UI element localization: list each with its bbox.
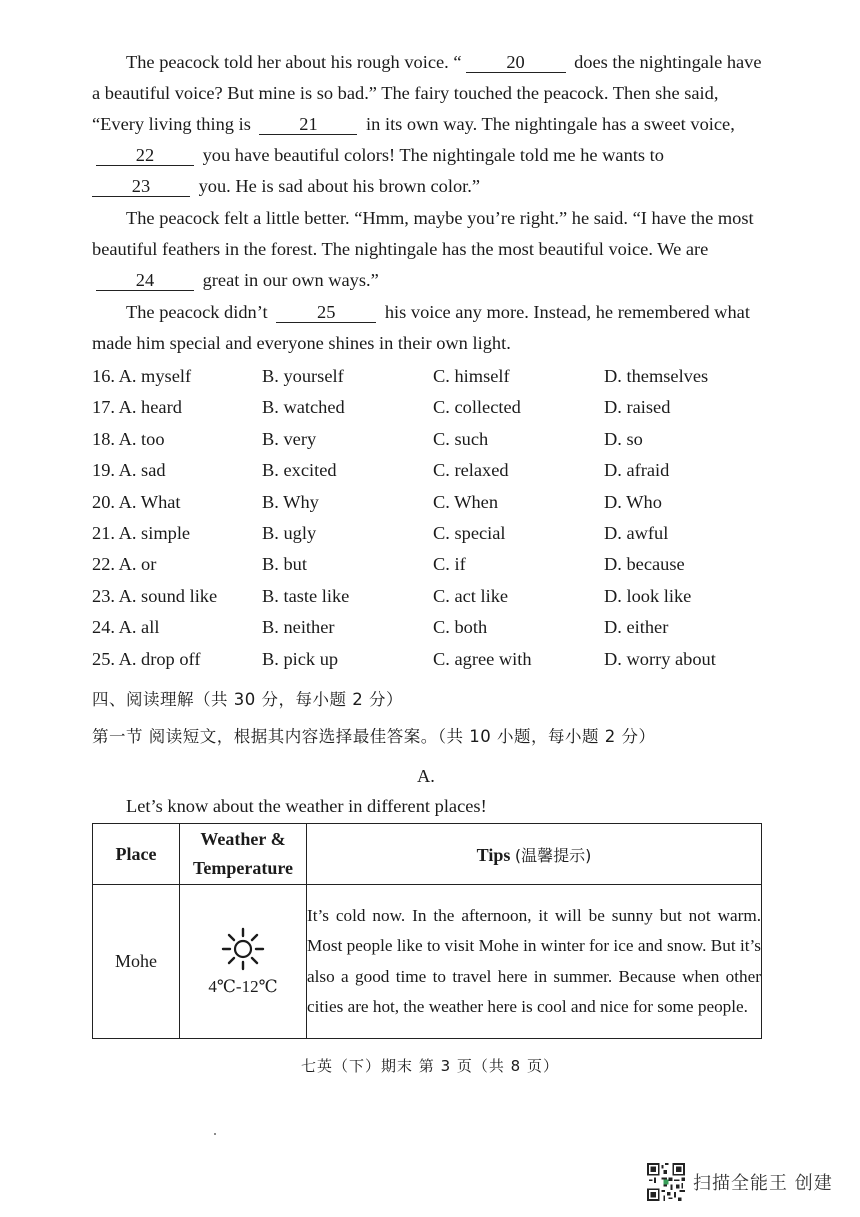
passage-paragraph-3 <box>92 297 766 359</box>
passage-text: The peacock told her about his rough voice. “ <box>126 52 462 72</box>
header-place: Place <box>93 824 180 885</box>
blank-23: 23 <box>92 176 190 197</box>
passage-text: you have beautiful colors! The nightingale told me he wants to <box>198 145 664 165</box>
option-row-17 <box>92 392 772 423</box>
option: 22. A. or <box>92 554 157 575</box>
table-row <box>93 885 762 1039</box>
option: B. yourself <box>262 366 344 386</box>
option: B. pick up <box>262 648 339 669</box>
weather-table <box>92 823 762 1039</box>
option: D. because <box>604 554 685 575</box>
temperature-range: 4℃-12℃ <box>208 976 278 996</box>
scanner-watermark <box>647 1163 833 1201</box>
scanner-label: 扫描全能王 创建 <box>693 1173 833 1194</box>
option: D. so <box>604 428 643 449</box>
option: C. act like <box>433 585 509 606</box>
blank-24: 24 <box>96 270 194 291</box>
option: B. Why <box>262 491 319 512</box>
passage-paragraph-1 <box>92 47 766 202</box>
passage-text: great in our own ways.” <box>198 270 379 290</box>
option: C. if <box>433 554 466 575</box>
option: 25. A. drop off <box>92 648 201 669</box>
option: B. but <box>262 554 307 575</box>
option: 24. A. all <box>92 617 160 638</box>
option: 17. A. heard <box>92 397 182 418</box>
blank-25: 25 <box>276 302 376 323</box>
option: C. agree with <box>433 648 532 669</box>
scan-speck <box>214 1133 216 1135</box>
passage-text: you. He is sad about his brown color.” <box>194 176 481 196</box>
option: 21. A. simple <box>92 522 191 543</box>
blank-20: 20 <box>466 52 566 73</box>
option: C. collected <box>433 397 521 418</box>
header-temperature-line: Temperature <box>193 858 293 878</box>
option-row-20 <box>92 487 772 518</box>
option: D. worry about <box>604 648 716 669</box>
sun-icon <box>221 927 265 971</box>
option: 20. A. What <box>92 491 181 512</box>
section-instructions: 第一节 阅读短文，根据其内容选择最佳答案。（共 10 小题，每小题 2 分） <box>92 727 656 746</box>
option: B. neither <box>262 617 335 638</box>
option: D. Who <box>604 491 662 512</box>
option-row-25 <box>92 644 772 675</box>
option-row-23 <box>92 581 772 612</box>
passage-text: his voice any more. Instead, he remembered what made him special and everyone shines in their own light. <box>92 302 750 353</box>
option-row-18 <box>92 424 772 455</box>
answer-options <box>92 361 772 675</box>
qr-code-icon <box>647 1163 685 1201</box>
weather-cell <box>180 885 307 1039</box>
header-tips-chinese: (温馨提示) <box>514 845 592 865</box>
option: 18. A. too <box>92 428 165 449</box>
option: D. themselves <box>604 366 709 386</box>
passage-paragraph-2 <box>92 203 766 296</box>
page-footer: 七英（下）期末 第 3 页（共 8 页） <box>301 1057 559 1075</box>
option-row-22 <box>92 549 772 580</box>
option-row-21 <box>92 518 772 549</box>
option: D. awful <box>604 522 669 543</box>
option-row-16 <box>92 361 772 392</box>
passage-text: does the nightingale have a beautiful voice? But mine is so bad.” The fairy touched the peacock. Then she said, “Every living thing is <box>92 52 762 134</box>
place-cell: Mohe <box>93 885 180 1039</box>
option: D. afraid <box>604 460 670 481</box>
passage-text: in its own way. The nightingale has a sweet voice, <box>361 114 735 134</box>
header-weather-line: Weather & <box>200 829 286 849</box>
option: C. special <box>433 522 506 543</box>
option: D. raised <box>604 397 671 418</box>
section-heading: 四、阅读理解（共 30 分，每小题 2 分） <box>92 690 403 709</box>
blank-21: 21 <box>259 114 357 135</box>
option: B. ugly <box>262 522 317 543</box>
option: C. When <box>433 491 499 512</box>
option: 16. A. myself <box>92 366 192 386</box>
option-row-19 <box>92 455 772 486</box>
option: C. such <box>433 428 489 449</box>
option-row-24 <box>92 612 772 643</box>
header-weather-temperature <box>180 824 307 885</box>
passage-text: The peacock didn’t <box>126 302 273 322</box>
passage-intro: Let’s know about the weather in different places! <box>126 796 487 816</box>
option: D. either <box>604 617 669 638</box>
option: C. relaxed <box>433 460 509 481</box>
header-tips-label: Tips <box>476 844 511 865</box>
blank-22: 22 <box>96 145 194 166</box>
option: 23. A. sound like <box>92 585 218 606</box>
option: D. look like <box>604 585 692 606</box>
option: B. taste like <box>262 585 350 606</box>
option: C. himself <box>433 366 510 386</box>
option: B. very <box>262 428 317 449</box>
option: C. both <box>433 617 488 638</box>
option: B. excited <box>262 460 337 481</box>
table-header-row <box>93 824 762 885</box>
option: 19. A. sad <box>92 460 166 481</box>
passage-text: The peacock felt a little better. “Hmm, maybe you’re right.” he said. “I have the most beautiful feathers in the forest. The nightingale has the most beautiful voice. We are <box>92 208 754 259</box>
tips-cell: It’s cold now. In the afternoon, it will be sunny but not warm. Most people like to visit Mohe in winter for ice and snow. But it’s also a good time to travel here in summer. Because when other cities are hot, the weather here is cool and nice for some people. <box>307 885 762 1039</box>
passage-letter: A. <box>417 766 435 786</box>
header-tips <box>307 824 762 885</box>
option: B. watched <box>262 397 345 418</box>
